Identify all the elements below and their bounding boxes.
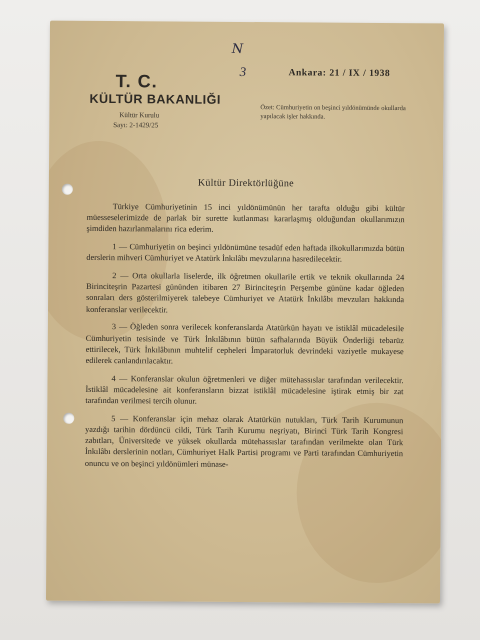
letter-body [85, 201, 405, 477]
body-paragraph: 5 — Konferanslar için mehaz olarak Atatürkün nutukları, Türk Tarih Kurumunun yazdığı tarihin dördüncü cildi, Türk Tarih Kurumu neşriyatı, Birinci Türk Tarih Kongresi zabıtları, Üniversitede ve yüksek okullarda mütehassıslar tarafından verilmekte olan Türk İnkılâbı derslerinin notları, Cümhuriyet Halk Partisi programı ve Parti tarafından Cümhuriyetin onuncu ve on beşinci yıldönümleri münase- [84, 413, 404, 469]
body-paragraph: 4 — Konferanslar okulun öğretmenleri ve diğer mütehassıslar tarafından verilecektir. İstiklâl mücadelesine ait konferansların bizzat istiklâl mücadelesine iştirak etmiş bir zat tarafından verilmesi tercih olunur. [85, 373, 404, 406]
header-board: Kültür Kurulu [119, 111, 160, 120]
header-sayi: Sayı: 2-1429/25 [113, 121, 159, 130]
body-paragraph: 2 — Orta okullarla liselerde, ilk öğretmen okullarile ertik ve teknik okullarında 24 Birinciteşrin Pazartesi gününden itibaren 27 Birinciteşrin Perşembe gününe kadar öğleden sonraları ders gösterilmiyerek talebeye Cümhuriyet ve Atatürk İnkılâbı mevzuları hakkında konferanslar verilecektir. [85, 271, 405, 315]
handwritten-number: 3 [239, 63, 247, 80]
body-paragraph: Türkiye Cümhuriyetinin 15 inci yıldönümünün her tarafta olduğu gibi kültür müesseselerimizde de parlak bir surette kutlanması kararlaşmış olduğundan okullarımızın şimdiden hazırlanmalarını rica ederim. [86, 202, 405, 235]
header-ministry: KÜLTÜR BAKANLIĞI [89, 91, 221, 107]
punch-hole [63, 413, 74, 424]
header-date: Ankara: 21 / IX / 1938 [288, 68, 391, 80]
header-tc: T. C. [115, 71, 158, 92]
handwritten-no-mark: N [231, 41, 244, 57]
body-paragraph: 1 — Cümhuriyetin on beşinci yıldönümüne tesadüf eden haftada ilkokullarımızda bütün derslerin mihveri Cümhuriyet ve Atatürk İnkılâbı mevzularına hasredilecektir. [86, 242, 405, 264]
document-page [46, 21, 444, 604]
header-summary: Özet: Cümhuriyetin on beşinci yıldönümünde okullarda yapılacak işler hakkında. [260, 104, 406, 121]
body-paragraph: 3 — Öğleden sonra verilecek konferanslarda Atatürkün hayatı ve istiklâl mücadelesile Cümhuriyetin tesisinde ve Türk İnkılâbının bütün safhalarında Büyük Önderliği tebarüz ettirilecek, Türk İnkılâbının muhtelif cepheleri İmparatorluk devrindeki vaziyetle mukayese edilerek canlandırılacaktır. [85, 322, 404, 366]
salutation: Kültür Direktörlüğüne [197, 177, 294, 190]
